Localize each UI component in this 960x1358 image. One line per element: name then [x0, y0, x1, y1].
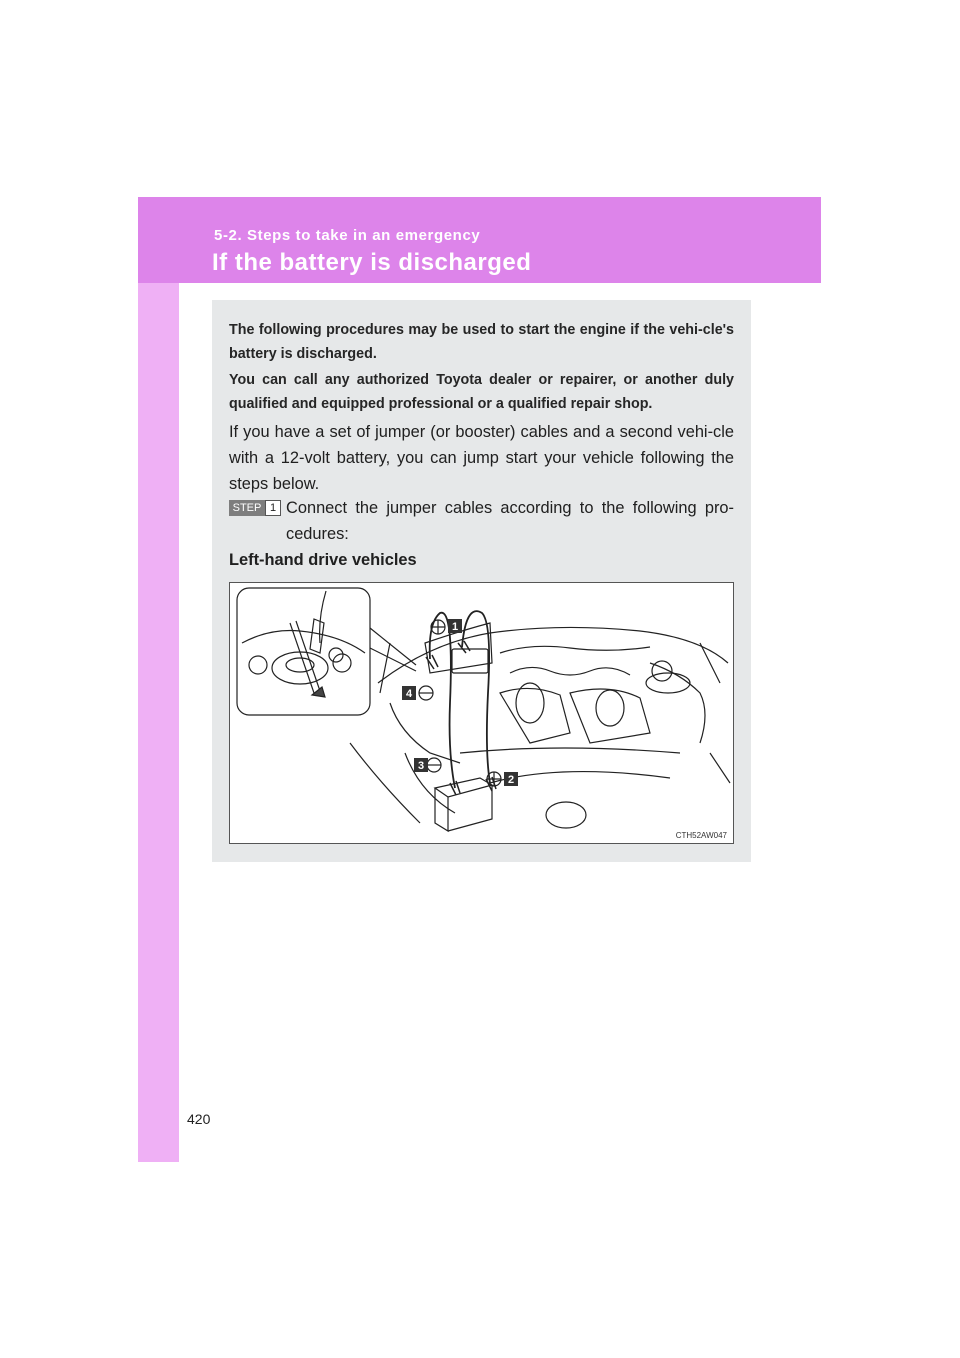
body-paragraph: If you have a set of jumper (or booster) cables and a second vehi-cle with a 12-volt battery, you can jump start your vehicle following the steps below. — [229, 423, 734, 493]
step-badge — [229, 500, 281, 516]
intro-paragraph-2: You can call any authorized Toyota dealer or repairer, or another duly qualified and equipped professional or a qualified repair shop. — [229, 372, 734, 412]
page-title: If the battery is discharged — [212, 249, 532, 276]
vehicle-battery — [452, 649, 488, 673]
negative-cable — [430, 613, 455, 788]
step-text: Connect the jumper cables according to the following pro-cedures: — [286, 499, 734, 543]
engine-bay-drawing — [230, 583, 733, 843]
step-number: 1 — [265, 500, 281, 516]
intro-paragraph-1: The following procedures may be used to start the engine if the vehi-cle's battery is discharged. — [229, 322, 734, 362]
section-label: 5-2. Steps to take in an emergency — [214, 227, 481, 244]
inset-frame — [237, 588, 370, 715]
positive-cable — [462, 611, 490, 783]
callout-4: 4 — [405, 688, 413, 700]
callout-1: 1 — [451, 621, 459, 633]
callout-3: 3 — [417, 760, 425, 772]
step-word: STEP — [229, 500, 265, 516]
booster-battery-top — [435, 778, 492, 797]
figure-code: CTH52AW047 — [675, 831, 727, 840]
sub-heading: Left-hand drive vehicles — [229, 551, 417, 569]
callout-2: 2 — [507, 774, 515, 786]
jump-start-illustration — [229, 582, 734, 844]
side-strip — [138, 197, 179, 1162]
page-number: 420 — [187, 1111, 211, 1127]
hood-emblem-oval — [546, 802, 586, 828]
